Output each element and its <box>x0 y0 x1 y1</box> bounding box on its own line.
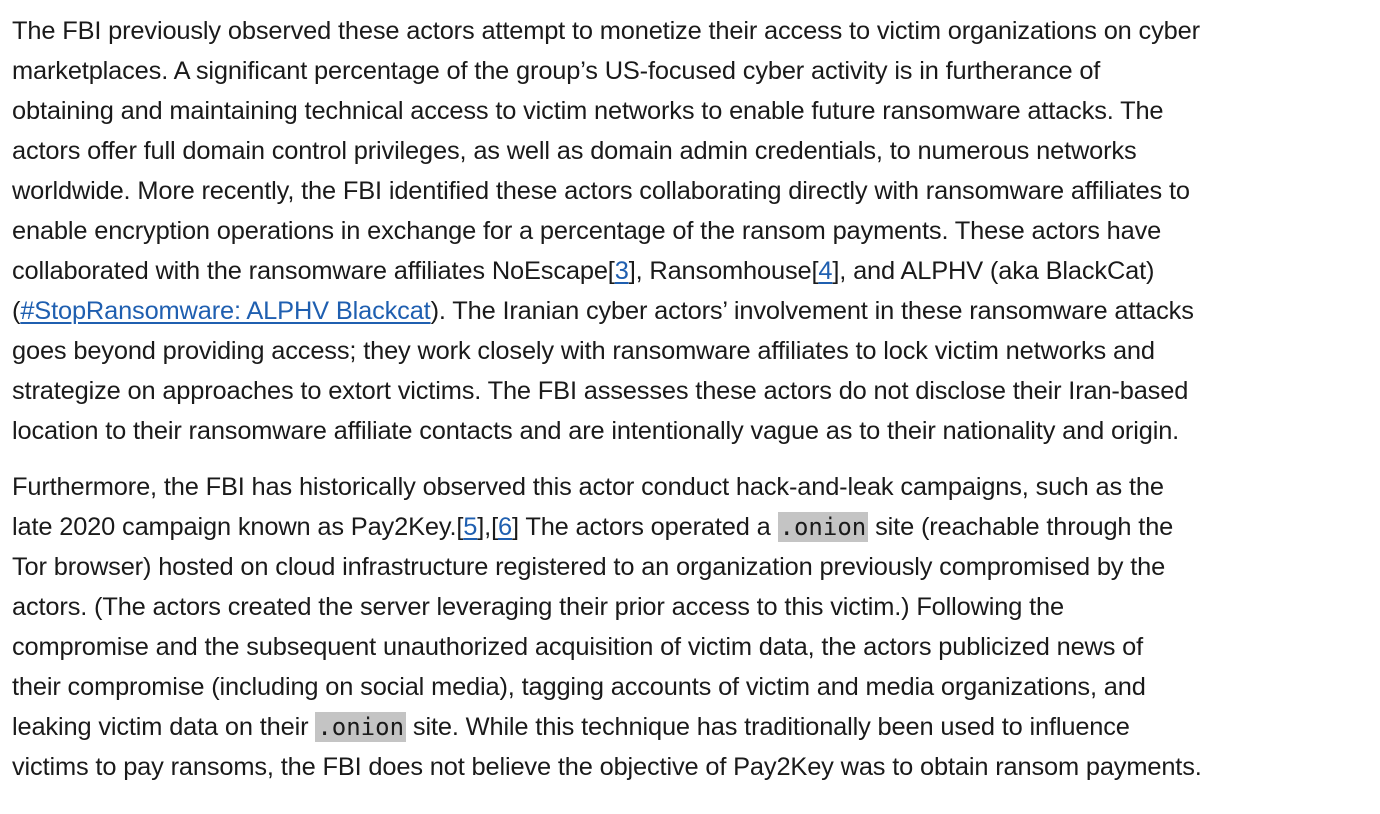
text-run: ] The actors operated a <box>511 513 778 541</box>
text-run: collaborated with the ransomware affiliates NoEscape[ <box>12 257 615 285</box>
text-line: obtaining and maintaining technical access to victim networks to enable future ransomware attacks. The <box>12 97 1164 125</box>
text-line: location to their ransomware affiliate contacts and are intentionally vague as to their nationality and origin. <box>12 417 1180 445</box>
text-line: actors offer full domain control privileges, as well as domain admin credentials, to numerous networks <box>12 137 1137 165</box>
paragraph-1 <box>12 11 1368 451</box>
text-run: ( <box>12 297 21 325</box>
text-line: The FBI previously observed these actors attempt to monetize their access to victim organizations on cyber <box>12 17 1200 45</box>
paragraph-2 <box>12 467 1368 787</box>
text-line: Furthermore, the FBI has historically observed this actor conduct hack-and-leak campaigns, such as the <box>12 473 1164 501</box>
text-line: victims to pay ransoms, the FBI does not believe the objective of Pay2Key was to obtain ransom payments. <box>12 753 1202 781</box>
footnote-link-3[interactable]: 3 <box>614 257 629 285</box>
text-run: ],[ <box>477 513 498 541</box>
text-line: marketplaces. A significant percentage of the group’s US-focused cyber activity is in furtherance of <box>12 57 1101 85</box>
text-line: enable encryption operations in exchange for a percentage of the ransom payments. These actors have <box>12 217 1162 245</box>
text-line <box>12 507 1368 547</box>
footnote-link-4[interactable]: 4 <box>818 257 833 285</box>
footnote-link-6[interactable]: 6 <box>498 513 512 541</box>
inline-code-onion: .onion <box>317 713 405 741</box>
text-run: site (reachable through the <box>868 513 1174 541</box>
text-line: their compromise (including on social media), tagging accounts of victim and media organizations, and <box>12 673 1146 701</box>
text-line <box>12 251 1368 291</box>
text-run: ). The Iranian cyber actors’ involvement in these ransomware attacks <box>430 297 1194 325</box>
text-run: leaking victim data on their <box>12 713 316 741</box>
text-run: ], Ransomhouse[ <box>628 257 819 285</box>
text-line: strategize on approaches to extort victims. The FBI assesses these actors do not disclose their Iran-based <box>12 377 1189 405</box>
text-line: Tor browser) hosted on cloud infrastructure registered to an organization previously compromised by the <box>12 553 1166 581</box>
text-run: ], and ALPHV (aka BlackCat) <box>832 257 1155 285</box>
text-line: actors. (The actors created the server leveraging their prior access to this victim.) Following the <box>12 593 1064 621</box>
text-run: site. While this technique has traditionally been used to influence <box>406 713 1130 741</box>
text-line <box>12 291 1368 331</box>
document-body <box>12 11 1368 787</box>
text-line: worldwide. More recently, the FBI identified these actors collaborating directly with ransomware affiliates to <box>12 177 1190 205</box>
text-run: late 2020 campaign known as Pay2Key.[ <box>12 513 464 541</box>
text-line <box>12 707 1368 747</box>
text-line: compromise and the subsequent unauthorized acquisition of victim data, the actors publicized news of <box>12 633 1144 661</box>
alphv-blackcat-advisory-link[interactable]: #StopRansomware: ALPHV Blackcat <box>20 297 431 325</box>
footnote-link-5[interactable]: 5 <box>463 513 478 541</box>
text-line: goes beyond providing access; they work closely with ransomware affiliates to lock victim networks and <box>12 337 1155 365</box>
inline-code-onion: .onion <box>779 513 867 541</box>
